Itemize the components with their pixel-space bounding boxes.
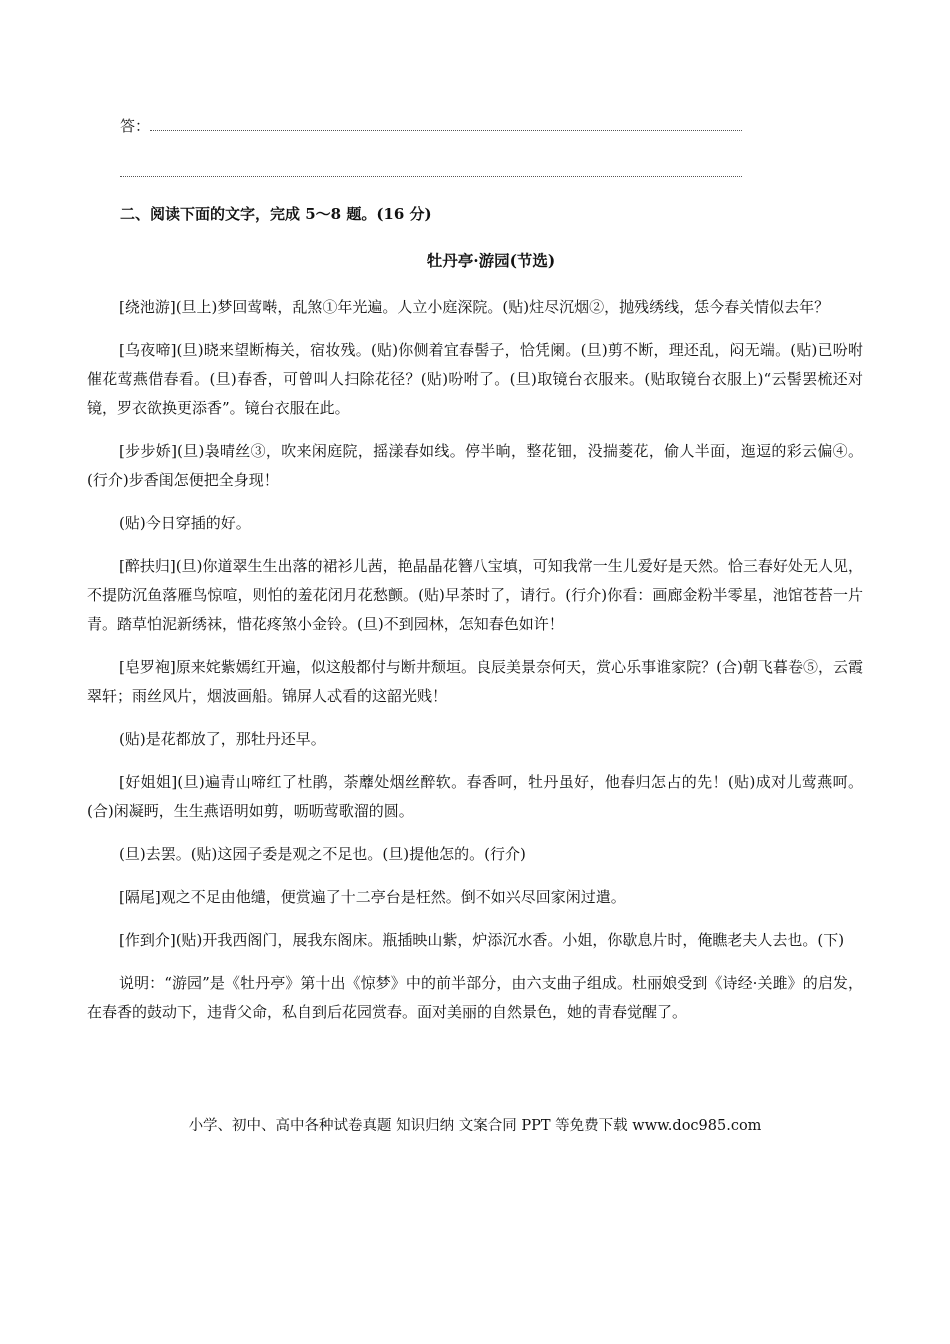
explanation-paragraph: 说明：“游园”是《牡丹亭》第十出《惊梦》中的前半部分，由六支曲子组成。杜丽娘受到《诗经·关雎》的启发，在春香的鼓动下，违背父命，私自到后花园赏春。面对美丽的自然景色，她的青春觉醒了。 (87, 974, 863, 1021)
paragraph: (贴)是花都放了，那牡丹还早。 (119, 730, 326, 748)
paragraph: (旦)去罢。(贴)这园子委是观之不足也。(旦)提他怎的。(行介) (119, 845, 526, 863)
paragraph: [绕池游](旦上)梦回莺啭，乱煞①年光遍。人立小庭深院。(贴)炷尽沉烟②，抛残绣线，恁今春关情似去年？ (119, 298, 830, 316)
answer-line-2 (120, 176, 742, 177)
footer-text: 小学、初中、高中各种试卷真题 知识归纳 文案合同 PPT 等免费下载 www.doc985.com (188, 1118, 762, 1134)
paragraph: [乌夜啼](旦)晓来望断梅关，宿妆残。(贴)你侧着宜春髻子，恰凭阑。(旦)剪不断，理还乱，闷无端。(贴)已吩咐催花莺燕借春看。(旦)春香，可曾叫人扫除花径？(贴)吩咐了。(旦)取镜台衣服来。(贴取镜台衣服上)“云髻罢梳还对镜，罗衣欲换更添香”。镜台衣服在此。 (87, 341, 863, 417)
article-title: 牡丹亭·游园(节选) (426, 251, 556, 270)
paragraph: [隔尾]观之不足由他缱，便赏遍了十二亭台是枉然。倒不如兴尽回家闲过遣。 (119, 888, 626, 906)
paragraph: [作到介](贴)开我西阁门，展我东阁床。瓶插映山紫，炉添沉水香。小姐，你歇息片时，俺瞧老夫人去也。(下) (119, 931, 845, 949)
paragraph: [皂罗袍]原来姹紫嫣红开遍，似这般都付与断井颓垣。良辰美景奈何天，赏心乐事谁家院？(合)朝飞暮卷⑤，云霞翠轩；雨丝风片，烟波画船。锦屏人忒看的这韶光贱！ (87, 658, 863, 705)
article-body (87, 293, 863, 1041)
answer-row (120, 116, 742, 136)
paragraph: [步步娇](旦)袅晴丝③，吹来闲庭院，摇漾春如线。停半晌，整花钿，没揣菱花，偷人半面，迤逗的彩云偏④。(行介)步香闺怎便把全身现！ (87, 442, 863, 489)
section-heading: 二、阅读下面的文字，完成 5～8 题。(16 分) (120, 205, 432, 223)
answer-line (150, 130, 742, 131)
paragraph: [好姐姐](旦)遍青山啼红了杜鹃，荼蘼处烟丝醉软。春香呵，牡丹虽好，他春归怎占的先！(贴)成对儿莺燕呵。(合)闲凝眄，生生燕语明如剪，呖呖莺歌溜的圆。 (87, 773, 863, 820)
answer-label: 答： (120, 117, 151, 135)
paragraph: [醉扶归](旦)你道翠生生出落的裙衫儿茜，艳晶晶花簪八宝填，可知我常一生儿爱好是天然。恰三春好处无人见，不提防沉鱼落雁鸟惊喧，则怕的羞花闭月花愁颤。(贴)早茶时了，请行。(行介)你看：画廊金粉半零星，池馆苍苔一片青。踏草怕泥新绣袜，惜花疼煞小金铃。(旦)不到园林，怎知春色如许！ (87, 557, 863, 633)
paragraph: (贴)今日穿插的好。 (119, 514, 251, 532)
